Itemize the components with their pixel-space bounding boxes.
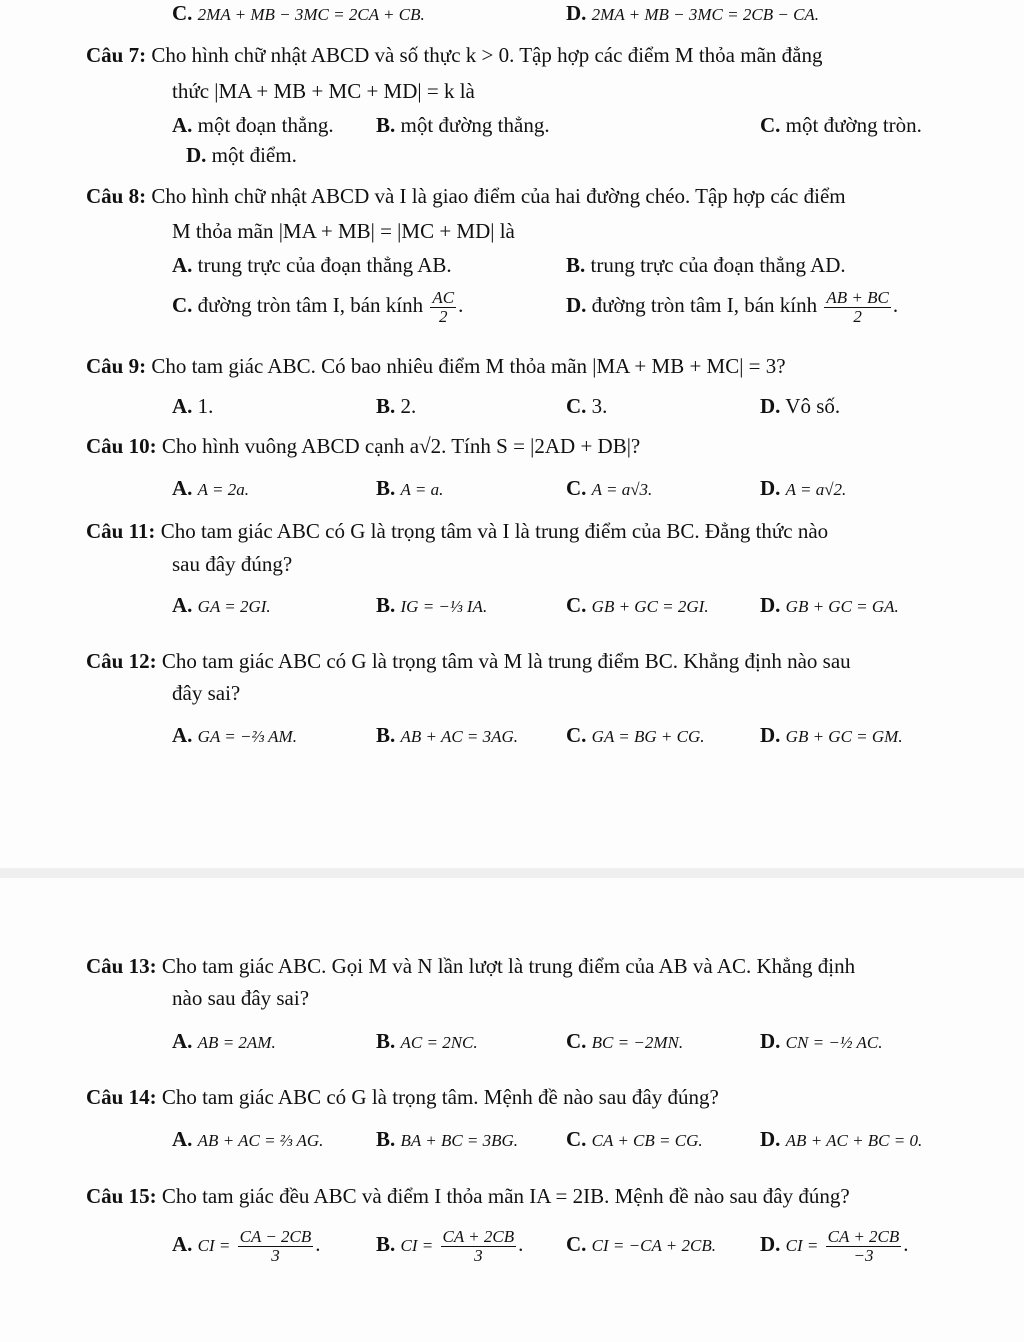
- option-text: AB + AC + BC = 0.: [785, 1131, 923, 1150]
- question-text: Cho tam giác ABC có G là trọng tâm. Mệnh đề nào sau đây đúng?: [161, 1085, 719, 1109]
- option-letter: C.: [566, 593, 587, 617]
- option-letter: C.: [566, 723, 587, 747]
- q14-stem-line1: [86, 1084, 719, 1110]
- q6-option-d: [566, 0, 819, 28]
- option-letter: B.: [566, 253, 586, 277]
- fraction-numerator: CA + 2CB: [442, 1226, 515, 1246]
- option-letter: D.: [760, 476, 781, 500]
- option-text: một đoạn thẳng.: [197, 113, 334, 137]
- question-text: Cho hình chữ nhật ABCD và I là giao điểm của hai đường chéo. Tập hợp các điểm: [151, 184, 846, 208]
- question-text: Cho hình vuông ABCD cạnh a√2. Tính S = |2AD + DB|?: [161, 434, 641, 458]
- option-letter: B.: [376, 1029, 396, 1053]
- q9-option-d: [760, 393, 840, 419]
- option-letter: C.: [760, 113, 781, 137]
- option-letter: A.: [172, 476, 193, 500]
- q9-option-b: [376, 393, 416, 419]
- q14-option-d: [760, 1126, 922, 1154]
- q7-stem-line2: thức |MA + MB + MC + MD| = k là: [172, 79, 475, 103]
- q7-option-a: [172, 112, 334, 138]
- q7-stem-line1: [86, 42, 822, 68]
- q15-stem-line1: [86, 1183, 850, 1209]
- option-letter: C.: [172, 1, 193, 25]
- option-text: đường tròn tâm I, bán kính: [197, 293, 424, 317]
- q9-option-a: [172, 393, 213, 419]
- option-text: 1.: [197, 394, 214, 418]
- q12-option-c: [566, 722, 705, 750]
- fraction: [826, 1228, 902, 1265]
- option-text: Vô số.: [785, 394, 841, 418]
- option-letter: D.: [760, 1029, 781, 1053]
- question-label: Câu 11:: [86, 519, 156, 543]
- q10-option-d: [760, 475, 846, 503]
- option-letter: A.: [172, 1232, 193, 1256]
- question-label: Câu 14:: [86, 1085, 157, 1109]
- q11-option-c: [566, 592, 709, 620]
- question-text: Cho tam giác ABC. Gọi M và N lần lượt là trung điểm của AB và AC. Khẳng định: [161, 954, 856, 978]
- fraction-numerator: AB + BC: [826, 287, 889, 307]
- option-text: trung trực của đoạn thẳng AD.: [590, 253, 846, 277]
- option-text: IG = −⅓ IA.: [400, 597, 488, 616]
- q13-stem-line2: nào sau đây sai?: [172, 986, 310, 1010]
- q13-option-b: [376, 1028, 478, 1056]
- q6-option-c: [172, 0, 425, 28]
- q8-option-b: [566, 252, 846, 278]
- q13-option-c: [566, 1028, 683, 1056]
- option-letter: D.: [760, 1232, 781, 1256]
- option-text: CN = −½ AC.: [785, 1033, 883, 1052]
- q11-option-a: [172, 592, 271, 620]
- q11-stem-line1: [86, 518, 828, 544]
- option-text: 2MA + MB − 3MC = 2CB − CA.: [591, 5, 820, 24]
- option-letter: D.: [566, 1, 587, 25]
- q8-option-a: [172, 252, 452, 278]
- option-text: trung trực của đoạn thẳng AB.: [197, 253, 452, 277]
- q9-stem-line1: [86, 353, 786, 379]
- q11-option-b: [376, 592, 487, 620]
- q14-option-c: [566, 1126, 703, 1154]
- option-text: CI = −CA + 2CB.: [591, 1236, 716, 1255]
- q12-option-a: [172, 722, 297, 750]
- option-text: 2MA + MB − 3MC = 2CA + CB.: [197, 5, 425, 24]
- option-letter: A.: [172, 1127, 193, 1151]
- option-text: AB + AC = 3AG.: [400, 727, 519, 746]
- option-letter: C.: [566, 476, 587, 500]
- q13-stem-line1: [86, 953, 855, 979]
- page-divider: [0, 868, 1024, 878]
- fraction-numerator: CA + 2CB: [827, 1226, 900, 1246]
- q11-option-d: [760, 592, 899, 620]
- q8-option-d: D. đường tròn tâm I, bán kính $\frac{AB + BC}{2}$ .: [566, 287, 899, 326]
- option-letter: B.: [376, 1127, 396, 1151]
- option-text: một đường thẳng.: [400, 113, 550, 137]
- option-text: CI =: [400, 1236, 434, 1255]
- option-text: CI =: [785, 1236, 819, 1255]
- q12-option-d: [760, 722, 903, 750]
- option-text: GB + GC = GM.: [785, 727, 903, 746]
- fraction-denominator: 3: [474, 1245, 483, 1265]
- option-letter: C.: [566, 394, 587, 418]
- fraction-denominator: 2: [438, 306, 448, 326]
- q13-option-a: [172, 1028, 276, 1056]
- question-label: Câu 13:: [86, 954, 157, 978]
- q10-option-a: [172, 475, 249, 503]
- option-text: CI =: [197, 1236, 231, 1255]
- option-text: 2.: [400, 394, 417, 418]
- question-text: Cho tam giác ABC có G là trọng tâm và M là trung điểm BC. Khẳng định nào sau: [161, 649, 851, 673]
- option-letter: A.: [172, 394, 193, 418]
- option-text: AB + AC = ⅔ AG.: [197, 1131, 324, 1150]
- option-letter: D.: [566, 293, 587, 317]
- option-letter: B.: [376, 394, 396, 418]
- option-text: AC = 2NC.: [400, 1033, 478, 1052]
- option-letter: C.: [566, 1232, 587, 1256]
- q8-stem-line1: [86, 183, 846, 209]
- option-letter: C.: [172, 293, 193, 317]
- q13-option-d: [760, 1028, 882, 1056]
- question-label: Câu 12:: [86, 649, 157, 673]
- fraction-denominator: 2: [853, 306, 862, 326]
- q7-option-d: [186, 142, 297, 168]
- option-text: A = a.: [400, 480, 444, 499]
- option-text: GA = BG + CG.: [591, 727, 705, 746]
- option-text: GB + GC = 2GI.: [591, 597, 709, 616]
- q15-option-d: D. CI = $\frac{CA + 2CB}{-3}$ .: [760, 1226, 909, 1265]
- q8-stem-line2: M thỏa mãn |MA + MB| = |MC + MD| là: [172, 219, 515, 243]
- fraction-numerator: AC: [432, 287, 455, 307]
- q12-stem-line2: đây sai?: [172, 681, 241, 705]
- fraction-denominator: −3: [853, 1245, 874, 1265]
- fraction: [441, 1228, 517, 1265]
- option-letter: B.: [376, 1232, 396, 1256]
- option-text: 3.: [591, 394, 608, 418]
- q7-option-c: [760, 112, 922, 138]
- option-text: một đường tròn.: [785, 113, 922, 137]
- question-label: Câu 9:: [86, 354, 147, 378]
- option-text: AB = 2AM.: [197, 1033, 276, 1052]
- q8-option-c: C. đường tròn tâm I, bán kính $\frac{AC}{2}$ .: [172, 287, 464, 326]
- option-text: A = a√2.: [785, 480, 847, 499]
- question-text: Cho hình chữ nhật ABCD và số thực k > 0. Tập hợp các điểm M thỏa mãn đẳng: [151, 43, 823, 67]
- option-text: A = 2a.: [197, 480, 249, 499]
- question-text: Cho tam giác đều ABC và điểm I thỏa mãn IA = 2IB. Mệnh đề nào sau đây đúng?: [161, 1184, 850, 1208]
- question-text: Cho tam giác ABC có G là trọng tâm và I là trung điểm của BC. Đẳng thức nào: [160, 519, 829, 543]
- option-letter: D.: [760, 394, 781, 418]
- option-text: CA + CB = CG.: [591, 1131, 703, 1150]
- q10-option-b: [376, 475, 443, 503]
- q15-option-b: B. CI = $\frac{CA + 2CB}{3}$ .: [376, 1226, 524, 1265]
- option-letter: D.: [186, 143, 207, 167]
- q10-stem-line1: [86, 433, 640, 459]
- fraction: [238, 1228, 314, 1265]
- option-letter: A.: [172, 723, 193, 747]
- option-letter: D.: [760, 723, 781, 747]
- question-label: Câu 7:: [86, 43, 147, 67]
- option-text: A = a√3.: [591, 480, 653, 499]
- option-letter: B.: [376, 593, 396, 617]
- option-letter: C.: [566, 1029, 587, 1053]
- q9-option-c: [566, 393, 607, 419]
- option-text: đường tròn tâm I, bán kính: [591, 293, 818, 317]
- q10-option-c: [566, 475, 652, 503]
- option-text: một điểm.: [211, 143, 297, 167]
- question-text: Cho tam giác ABC. Có bao nhiêu điểm M thỏa mãn |MA + MB + MC| = 3?: [151, 354, 786, 378]
- q15-option-c: [566, 1222, 716, 1268]
- option-letter: A.: [172, 1029, 193, 1053]
- option-letter: B.: [376, 476, 396, 500]
- option-letter: D.: [760, 1127, 781, 1151]
- option-letter: A.: [172, 593, 193, 617]
- option-letter: C.: [566, 1127, 587, 1151]
- fraction: [824, 289, 890, 326]
- fraction: [430, 289, 456, 326]
- option-text: BA + BC = 3BG.: [400, 1131, 519, 1150]
- q11-stem-line2: sau đây đúng?: [172, 552, 293, 576]
- question-label: Câu 10:: [86, 434, 157, 458]
- q12-stem-line1: [86, 648, 851, 674]
- fraction-denominator: 3: [271, 1245, 280, 1265]
- option-letter: B.: [376, 113, 396, 137]
- question-label: Câu 8:: [86, 184, 147, 208]
- option-text: GA = −⅔ AM.: [197, 727, 297, 746]
- option-letter: B.: [376, 723, 396, 747]
- q14-option-a: [172, 1126, 323, 1154]
- q12-option-b: [376, 722, 518, 750]
- fraction-numerator: CA − 2CB: [239, 1226, 312, 1246]
- q7-option-b: [376, 112, 550, 138]
- q15-option-a: A. CI = $\frac{CA - 2CB}{3}$ .: [172, 1226, 321, 1265]
- option-letter: A.: [172, 113, 193, 137]
- option-text: BC = −2MN.: [591, 1033, 684, 1052]
- q14-option-b: [376, 1126, 518, 1154]
- option-text: GB + GC = GA.: [785, 597, 899, 616]
- option-letter: A.: [172, 253, 193, 277]
- question-label: Câu 15:: [86, 1184, 157, 1208]
- option-letter: D.: [760, 593, 781, 617]
- option-text: GA = 2GI.: [197, 597, 271, 616]
